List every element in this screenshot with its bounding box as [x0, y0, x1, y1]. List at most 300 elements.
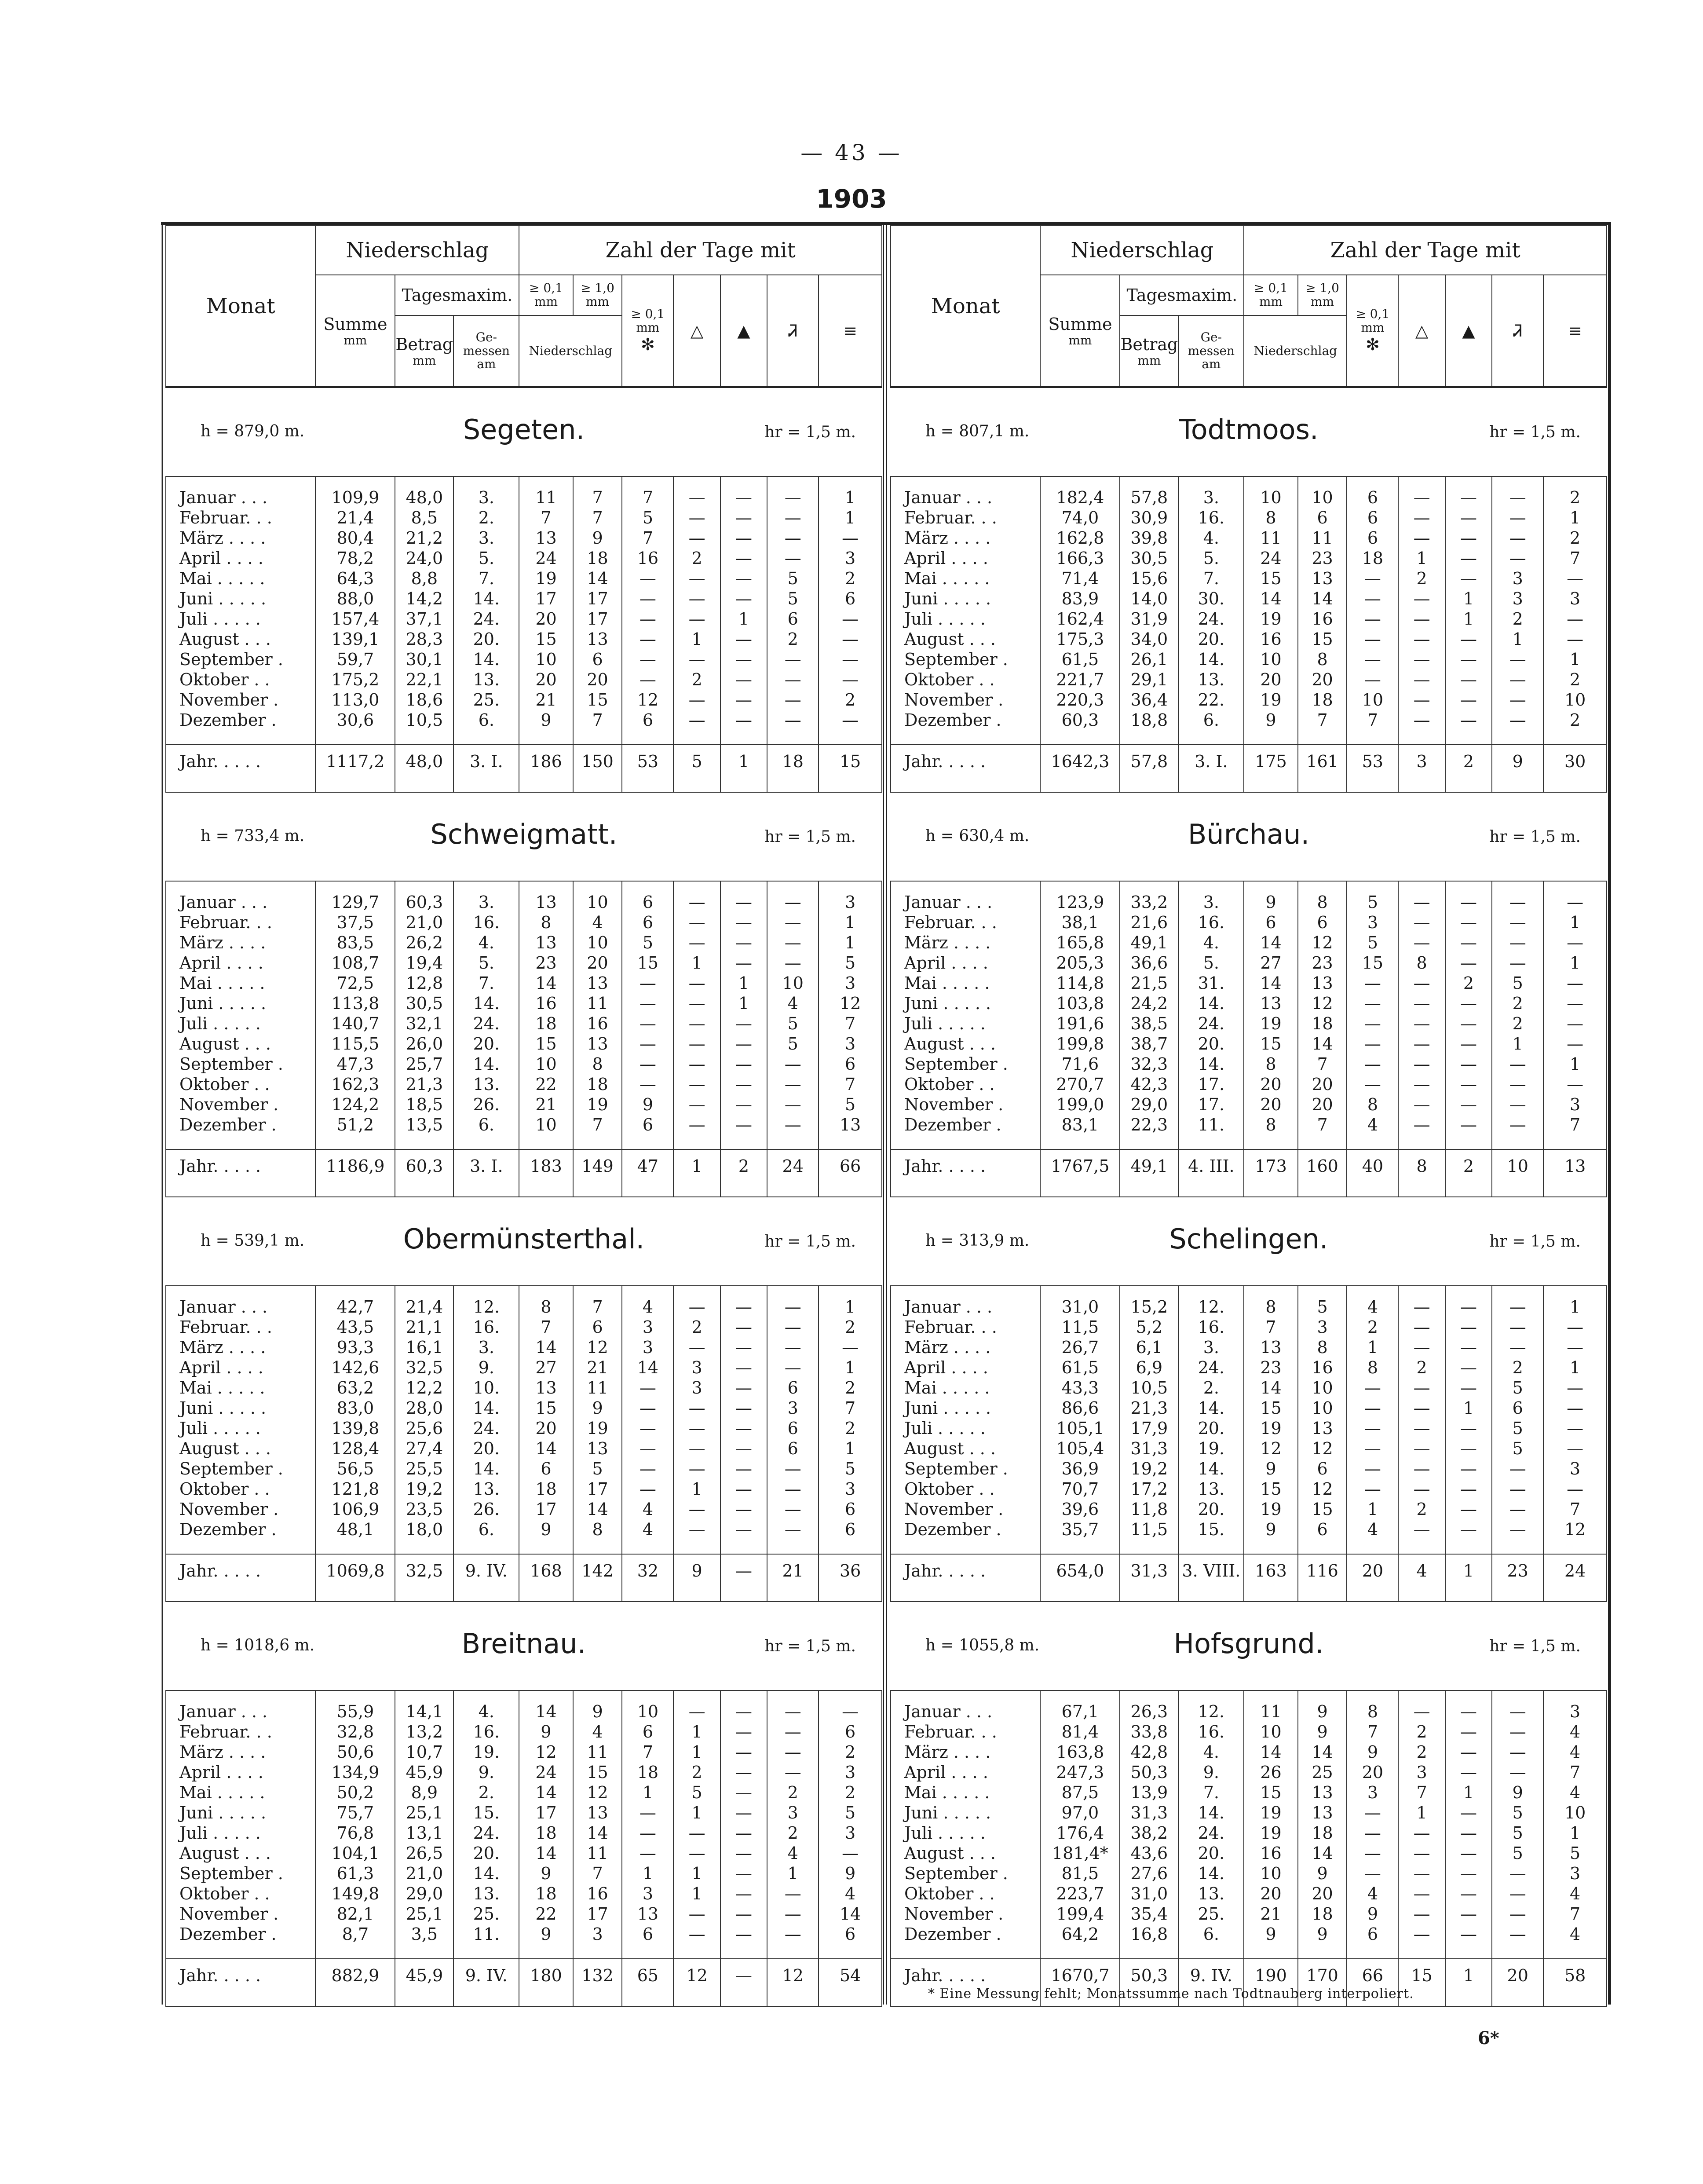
data-cell: — — [720, 508, 767, 528]
data-cell: — — [673, 477, 720, 508]
data-cell: 10 — [1347, 690, 1398, 710]
data-cell: 21 — [519, 1094, 573, 1115]
data-cell: 12 — [819, 993, 882, 1013]
snow-icon: ✻ — [640, 334, 655, 354]
data-cell: 9 — [573, 1398, 622, 1418]
month-label: Jahr. . . . . — [166, 1554, 315, 1587]
data-cell: 4. — [1178, 1742, 1244, 1762]
data-cell: 30,5 — [395, 993, 453, 1013]
month-label: September . — [166, 1459, 315, 1479]
data-cell: — — [1398, 912, 1445, 933]
data-cell: — — [1445, 1357, 1492, 1378]
data-cell: 175,2 — [315, 669, 395, 690]
data-cell: 12,8 — [395, 973, 453, 993]
data-cell: 13 — [519, 882, 573, 912]
data-cell: 24 — [1244, 548, 1297, 568]
data-cell: 5. — [453, 548, 519, 568]
month-label: April . . . . — [891, 1762, 1040, 1782]
gap-cell — [1120, 1135, 1178, 1149]
data-cell: — — [673, 1286, 720, 1317]
data-cell: 6 — [1492, 1398, 1543, 1418]
data-cell: 6 — [1347, 1924, 1398, 1944]
data-cell: 12 — [1298, 1479, 1347, 1499]
data-cell: 7 — [819, 1074, 882, 1094]
data-cell: 20 — [1298, 1884, 1347, 1904]
data-cell: 23 — [519, 953, 573, 973]
data-cell: 31,3 — [1120, 1438, 1178, 1459]
data-cell: 7. — [1178, 568, 1244, 589]
data-cell: 20 — [1244, 669, 1297, 690]
data-cell: 11 — [573, 1742, 622, 1762]
gap-cell — [395, 1182, 453, 1196]
data-cell: 12 — [1298, 1438, 1347, 1459]
data-cell: 6 — [767, 1418, 819, 1438]
data-cell: 12 — [1244, 1438, 1297, 1459]
header-tagesmaxim: Tagesmaxim. — [1120, 275, 1244, 315]
data-cell: — — [1347, 1398, 1398, 1418]
data-cell: 8 — [1298, 1337, 1347, 1357]
data-cell: 3 — [1347, 912, 1398, 933]
table-row — [166, 1863, 882, 1884]
data-cell: — — [767, 1094, 819, 1115]
table-row — [166, 1479, 882, 1499]
data-cell: 5 — [573, 1459, 622, 1479]
data-cell: 6 — [1298, 1459, 1347, 1479]
data-cell: 5 — [819, 953, 882, 973]
data-cell: 81,5 — [1040, 1863, 1120, 1884]
data-cell: 17. — [1178, 1094, 1244, 1115]
data-cell: — — [1543, 973, 1607, 993]
gap-cell — [1120, 1182, 1178, 1196]
data-cell: 14 — [519, 1843, 573, 1863]
data-cell: 25,7 — [395, 1054, 453, 1074]
gap-cell — [1298, 730, 1347, 745]
gap-cell — [315, 1587, 395, 1601]
data-cell: 26. — [453, 1094, 519, 1115]
table-row — [891, 912, 1607, 933]
data-cell: — — [1445, 629, 1492, 649]
table-row — [891, 1438, 1607, 1459]
month-label: Mai . . . . . — [891, 568, 1040, 589]
data-cell: 31. — [1178, 973, 1244, 993]
data-cell: 1 — [1445, 1398, 1492, 1418]
data-cell: 109,9 — [315, 477, 395, 508]
data-cell: 67,1 — [1040, 1691, 1120, 1722]
data-cell: 3 — [1543, 1691, 1607, 1722]
data-cell: 14 — [1298, 589, 1347, 609]
data-cell: 11. — [1178, 1115, 1244, 1135]
data-cell: — — [1398, 1459, 1445, 1479]
table-row — [891, 1115, 1607, 1135]
data-cell: — — [1398, 1398, 1445, 1418]
data-cell: 3 — [622, 1317, 673, 1337]
sheet-mark: 6* — [1478, 2028, 1499, 2049]
month-label: August . . . — [891, 629, 1040, 649]
data-cell: 25,5 — [395, 1459, 453, 1479]
rain-gauge-height: hr = 1,5 m. — [1489, 1637, 1581, 1655]
data-cell: 124,2 — [315, 1094, 395, 1115]
gap-cell — [573, 1992, 622, 2006]
gap-cell — [622, 1944, 673, 1959]
data-cell: 12 — [573, 1782, 622, 1803]
data-cell: 1 — [1445, 1554, 1492, 1587]
data-cell: 8,5 — [395, 508, 453, 528]
data-cell: 10,5 — [395, 710, 453, 730]
table-row — [891, 1843, 1607, 1863]
data-cell: 221,7 — [1040, 669, 1120, 690]
header-monat: Monat — [891, 226, 1040, 387]
data-cell: — — [1492, 1074, 1543, 1094]
month-label: Oktober . . — [891, 1884, 1040, 1904]
data-cell: 6 — [819, 1054, 882, 1074]
data-cell: 13 — [1543, 1149, 1607, 1182]
data-cell: 26 — [1244, 1762, 1297, 1782]
data-cell: 14. — [453, 649, 519, 669]
data-cell: — — [1347, 629, 1398, 649]
data-cell: 14,2 — [395, 589, 453, 609]
data-cell: 81,4 — [1040, 1722, 1120, 1742]
data-cell: 14 — [573, 568, 622, 589]
data-cell: 18 — [519, 1823, 573, 1843]
data-cell: 6 — [622, 710, 673, 730]
table-row — [166, 953, 882, 973]
data-cell: 1 — [1543, 1357, 1607, 1378]
header-ge01: ≥ 0,1 mm — [519, 275, 573, 315]
data-cell: 1 — [1347, 1337, 1398, 1357]
data-cell: — — [1445, 1317, 1492, 1337]
data-cell: 8 — [1347, 1691, 1398, 1722]
data-cell: 80,4 — [315, 528, 395, 548]
data-cell: 6 — [1298, 912, 1347, 933]
data-cell: 78,2 — [315, 548, 395, 568]
data-cell: — — [720, 477, 767, 508]
data-cell: 3 — [1543, 1863, 1607, 1884]
data-cell: — — [622, 1459, 673, 1479]
data-cell: 19 — [1244, 1499, 1297, 1519]
data-cell: 12 — [767, 1959, 819, 1992]
data-cell: 10 — [1244, 1722, 1297, 1742]
gap-cell — [166, 778, 315, 792]
data-cell: — — [767, 1691, 819, 1722]
month-label: Dezember . — [166, 710, 315, 730]
data-cell: 18 — [622, 1762, 673, 1782]
data-cell: 1 — [1492, 1034, 1543, 1054]
data-cell: — — [622, 1013, 673, 1034]
data-cell: 13 — [819, 1115, 882, 1135]
data-cell: 37,5 — [315, 912, 395, 933]
data-cell: 1 — [1543, 912, 1607, 933]
gap-cell — [166, 730, 315, 745]
data-cell: — — [1445, 1438, 1492, 1459]
station-name: Breitnau. — [461, 1628, 586, 1660]
month-label: Dezember . — [166, 1115, 315, 1135]
data-cell: 20 — [1298, 1094, 1347, 1115]
data-cell: — — [1398, 710, 1445, 730]
data-cell: 18 — [1347, 548, 1398, 568]
month-label: Jahr. . . . . — [166, 1149, 315, 1182]
data-cell: 2 — [1492, 993, 1543, 1013]
data-cell: — — [1347, 1803, 1398, 1823]
data-cell: 66 — [1347, 1959, 1398, 1992]
data-cell: 882,9 — [315, 1959, 395, 1992]
data-cell: 3 — [673, 1378, 720, 1398]
data-cell: 7 — [622, 477, 673, 508]
data-cell: 161 — [1298, 745, 1347, 778]
gap-cell — [767, 778, 819, 792]
month-label: September . — [891, 1459, 1040, 1479]
data-cell: 1 — [673, 1884, 720, 1904]
data-cell: 16 — [1298, 609, 1347, 629]
gap-cell — [1445, 778, 1492, 792]
gap-cell — [1398, 1587, 1445, 1601]
year-total-row — [166, 1149, 882, 1182]
station-name: Segeten. — [463, 413, 585, 446]
data-cell: — — [720, 1115, 767, 1135]
data-cell: 13. — [453, 669, 519, 690]
data-cell: 6 — [519, 1459, 573, 1479]
table-row — [891, 609, 1607, 629]
table-row — [891, 953, 1607, 973]
data-cell: — — [720, 669, 767, 690]
data-cell: — — [1445, 953, 1492, 973]
gap-cell — [166, 1944, 315, 1959]
data-cell: — — [673, 1094, 720, 1115]
data-cell: — — [1543, 993, 1607, 1013]
gap-cell — [395, 1135, 453, 1149]
data-cell: — — [1398, 1924, 1445, 1944]
data-cell: 24. — [453, 1418, 519, 1438]
station-block — [890, 1197, 1607, 1602]
data-cell: 4. — [453, 1691, 519, 1722]
data-cell: 12,2 — [395, 1378, 453, 1398]
header-ge01-snow — [622, 275, 673, 387]
data-cell: 14 — [1298, 1034, 1347, 1054]
data-cell: 11 — [573, 1843, 622, 1863]
data-cell: — — [1445, 1378, 1492, 1398]
data-cell: 25,6 — [395, 1418, 453, 1438]
table-row — [166, 882, 882, 912]
data-cell: 6 — [1347, 508, 1398, 528]
data-cell: 6 — [767, 1378, 819, 1398]
data-cell: 13. — [453, 1074, 519, 1094]
month-label: August . . . — [166, 1034, 315, 1054]
data-cell: — — [673, 1438, 720, 1459]
station-elevation: h = 807,1 m. — [925, 422, 1030, 440]
data-cell: 17 — [573, 609, 622, 629]
data-cell: 15 — [573, 690, 622, 710]
gap-cell — [315, 1182, 395, 1196]
data-cell: — — [1445, 912, 1492, 933]
data-cell: 37,1 — [395, 609, 453, 629]
month-label: März . . . . — [166, 1742, 315, 1762]
data-cell: 6 — [622, 1115, 673, 1135]
month-label: Juli . . . . . — [891, 1823, 1040, 1843]
data-cell: 6,1 — [1120, 1337, 1178, 1357]
data-cell: 23 — [1298, 953, 1347, 973]
data-cell: — — [767, 1317, 819, 1337]
data-cell: — — [1492, 1884, 1543, 1904]
data-cell: 5 — [1492, 1843, 1543, 1863]
month-label: April . . . . — [166, 548, 315, 568]
station-name: Hofsgrund. — [1173, 1628, 1324, 1660]
rain-gauge-height: hr = 1,5 m. — [764, 423, 856, 441]
data-cell: 14 — [1244, 973, 1297, 993]
data-cell: 10 — [519, 1054, 573, 1074]
data-cell: 14 — [519, 1337, 573, 1357]
data-cell: — — [767, 1924, 819, 1944]
data-cell: 5 — [1543, 1843, 1607, 1863]
data-cell: — — [673, 882, 720, 912]
data-cell: — — [622, 1803, 673, 1823]
data-cell: 16. — [453, 1317, 519, 1337]
gap-cell — [1543, 1944, 1607, 1959]
data-cell: 18 — [573, 548, 622, 568]
data-cell: — — [1445, 1034, 1492, 1054]
data-cell: 14 — [519, 1438, 573, 1459]
gap-cell — [315, 778, 395, 792]
data-cell: 16. — [1178, 508, 1244, 528]
month-label: Oktober . . — [166, 1479, 315, 1499]
data-cell: — — [1398, 1094, 1445, 1115]
data-cell: 2 — [819, 568, 882, 589]
data-cell: 3 — [1543, 1459, 1607, 1479]
month-label: Februar. . . — [166, 508, 315, 528]
gap-cell — [1040, 1944, 1120, 1959]
data-cell: 55,9 — [315, 1691, 395, 1722]
data-cell: — — [720, 1499, 767, 1519]
data-cell: 5 — [1492, 1803, 1543, 1823]
data-cell: — — [1543, 1418, 1607, 1438]
table-row — [891, 1398, 1607, 1418]
data-cell: — — [622, 1054, 673, 1074]
gap-cell — [1298, 1540, 1347, 1554]
gap-cell — [1492, 1182, 1543, 1196]
header-niederschlag: Niederschlag — [1040, 226, 1244, 275]
gap-cell — [720, 1944, 767, 1959]
month-label: Dezember . — [891, 710, 1040, 730]
data-cell: — — [673, 609, 720, 629]
data-cell: 20 — [573, 669, 622, 690]
data-cell: 23 — [1492, 1554, 1543, 1587]
data-cell: 25,1 — [395, 1904, 453, 1924]
data-cell: 32 — [622, 1554, 673, 1587]
data-cell: 64,3 — [315, 568, 395, 589]
data-cell: — — [673, 1519, 720, 1540]
table-row — [891, 690, 1607, 710]
data-cell: 12. — [1178, 1691, 1244, 1722]
gap-cell — [1492, 1587, 1543, 1601]
data-cell: 59,7 — [315, 649, 395, 669]
table-row — [891, 669, 1607, 690]
data-cell: — — [767, 1115, 819, 1135]
data-cell: 33,2 — [1120, 882, 1178, 912]
gap-cell — [1298, 1587, 1347, 1601]
data-cell: 25 — [1298, 1762, 1347, 1782]
data-cell: 21 — [767, 1554, 819, 1587]
data-cell: 74,0 — [1040, 508, 1120, 528]
data-cell: 10 — [622, 1691, 673, 1722]
data-cell: 20. — [1178, 1418, 1244, 1438]
data-cell: 10 — [1492, 1149, 1543, 1182]
data-cell: 26,0 — [395, 1034, 453, 1054]
data-cell: 24 — [519, 1762, 573, 1782]
data-cell: 14 — [519, 1782, 573, 1803]
data-cell: 1 — [673, 1863, 720, 1884]
data-cell: 5 — [622, 933, 673, 953]
station-elevation: h = 1055,8 m. — [925, 1636, 1040, 1654]
data-cell: — — [1398, 1317, 1445, 1337]
data-cell: 3 — [573, 1924, 622, 1944]
header-ge01b-label: ≥ 0,1 mm — [631, 307, 665, 335]
data-cell: — — [1492, 477, 1543, 508]
month-label: März . . . . — [891, 1337, 1040, 1357]
data-cell: 162,4 — [1040, 609, 1120, 629]
data-cell: 17,2 — [1120, 1479, 1178, 1499]
data-cell: — — [1398, 1337, 1445, 1357]
data-cell: 2 — [1398, 568, 1445, 589]
data-cell: 182,4 — [1040, 477, 1120, 508]
data-cell: 6 — [622, 1722, 673, 1742]
data-cell: 2. — [453, 1782, 519, 1803]
data-cell: — — [1445, 1337, 1492, 1357]
data-cell: 57,8 — [1120, 477, 1178, 508]
data-cell: 23 — [1298, 548, 1347, 568]
data-cell: 3 — [767, 1803, 819, 1823]
rain-gauge-height: hr = 1,5 m. — [1489, 828, 1581, 846]
data-cell: 19 — [1244, 609, 1297, 629]
gap-cell — [720, 778, 767, 792]
year-total-row — [891, 1554, 1607, 1587]
data-cell: 1 — [819, 1438, 882, 1459]
data-cell: — — [1347, 1034, 1398, 1054]
table-row — [166, 1691, 882, 1722]
data-cell: 14. — [453, 1863, 519, 1884]
data-cell: 1 — [1543, 1054, 1607, 1074]
data-cell: 18,0 — [395, 1519, 453, 1540]
data-cell: 9 — [573, 528, 622, 548]
gap-cell — [819, 1182, 882, 1196]
header-summe — [315, 275, 395, 387]
data-cell: — — [622, 609, 673, 629]
hail-open-icon: △ — [673, 275, 720, 387]
data-cell: 19 — [1244, 1418, 1297, 1438]
gap-cell — [819, 1944, 882, 1959]
month-label: April . . . . — [891, 953, 1040, 973]
year-total-row — [166, 1959, 882, 1992]
data-cell: 14. — [453, 1459, 519, 1479]
gap-cell — [673, 730, 720, 745]
data-cell: 13,2 — [395, 1722, 453, 1742]
data-cell: 1 — [720, 973, 767, 993]
data-cell: — — [767, 508, 819, 528]
data-cell: — — [1492, 649, 1543, 669]
data-cell: — — [673, 1115, 720, 1135]
data-cell: 16 — [1244, 629, 1297, 649]
data-cell: 6 — [819, 1722, 882, 1742]
data-cell: — — [720, 1742, 767, 1762]
gap-cell — [1040, 778, 1120, 792]
data-cell: 9. — [453, 1357, 519, 1378]
data-cell: 654,0 — [1040, 1554, 1120, 1587]
month-label: Mai . . . . . — [166, 973, 315, 993]
data-cell: — — [767, 1742, 819, 1762]
month-label: August . . . — [166, 1438, 315, 1459]
gap-cell — [891, 1135, 1040, 1149]
data-cell: 36,9 — [1040, 1459, 1120, 1479]
data-cell: 105,4 — [1040, 1438, 1120, 1459]
data-cell: — — [1347, 1459, 1398, 1479]
data-cell: — — [673, 528, 720, 548]
